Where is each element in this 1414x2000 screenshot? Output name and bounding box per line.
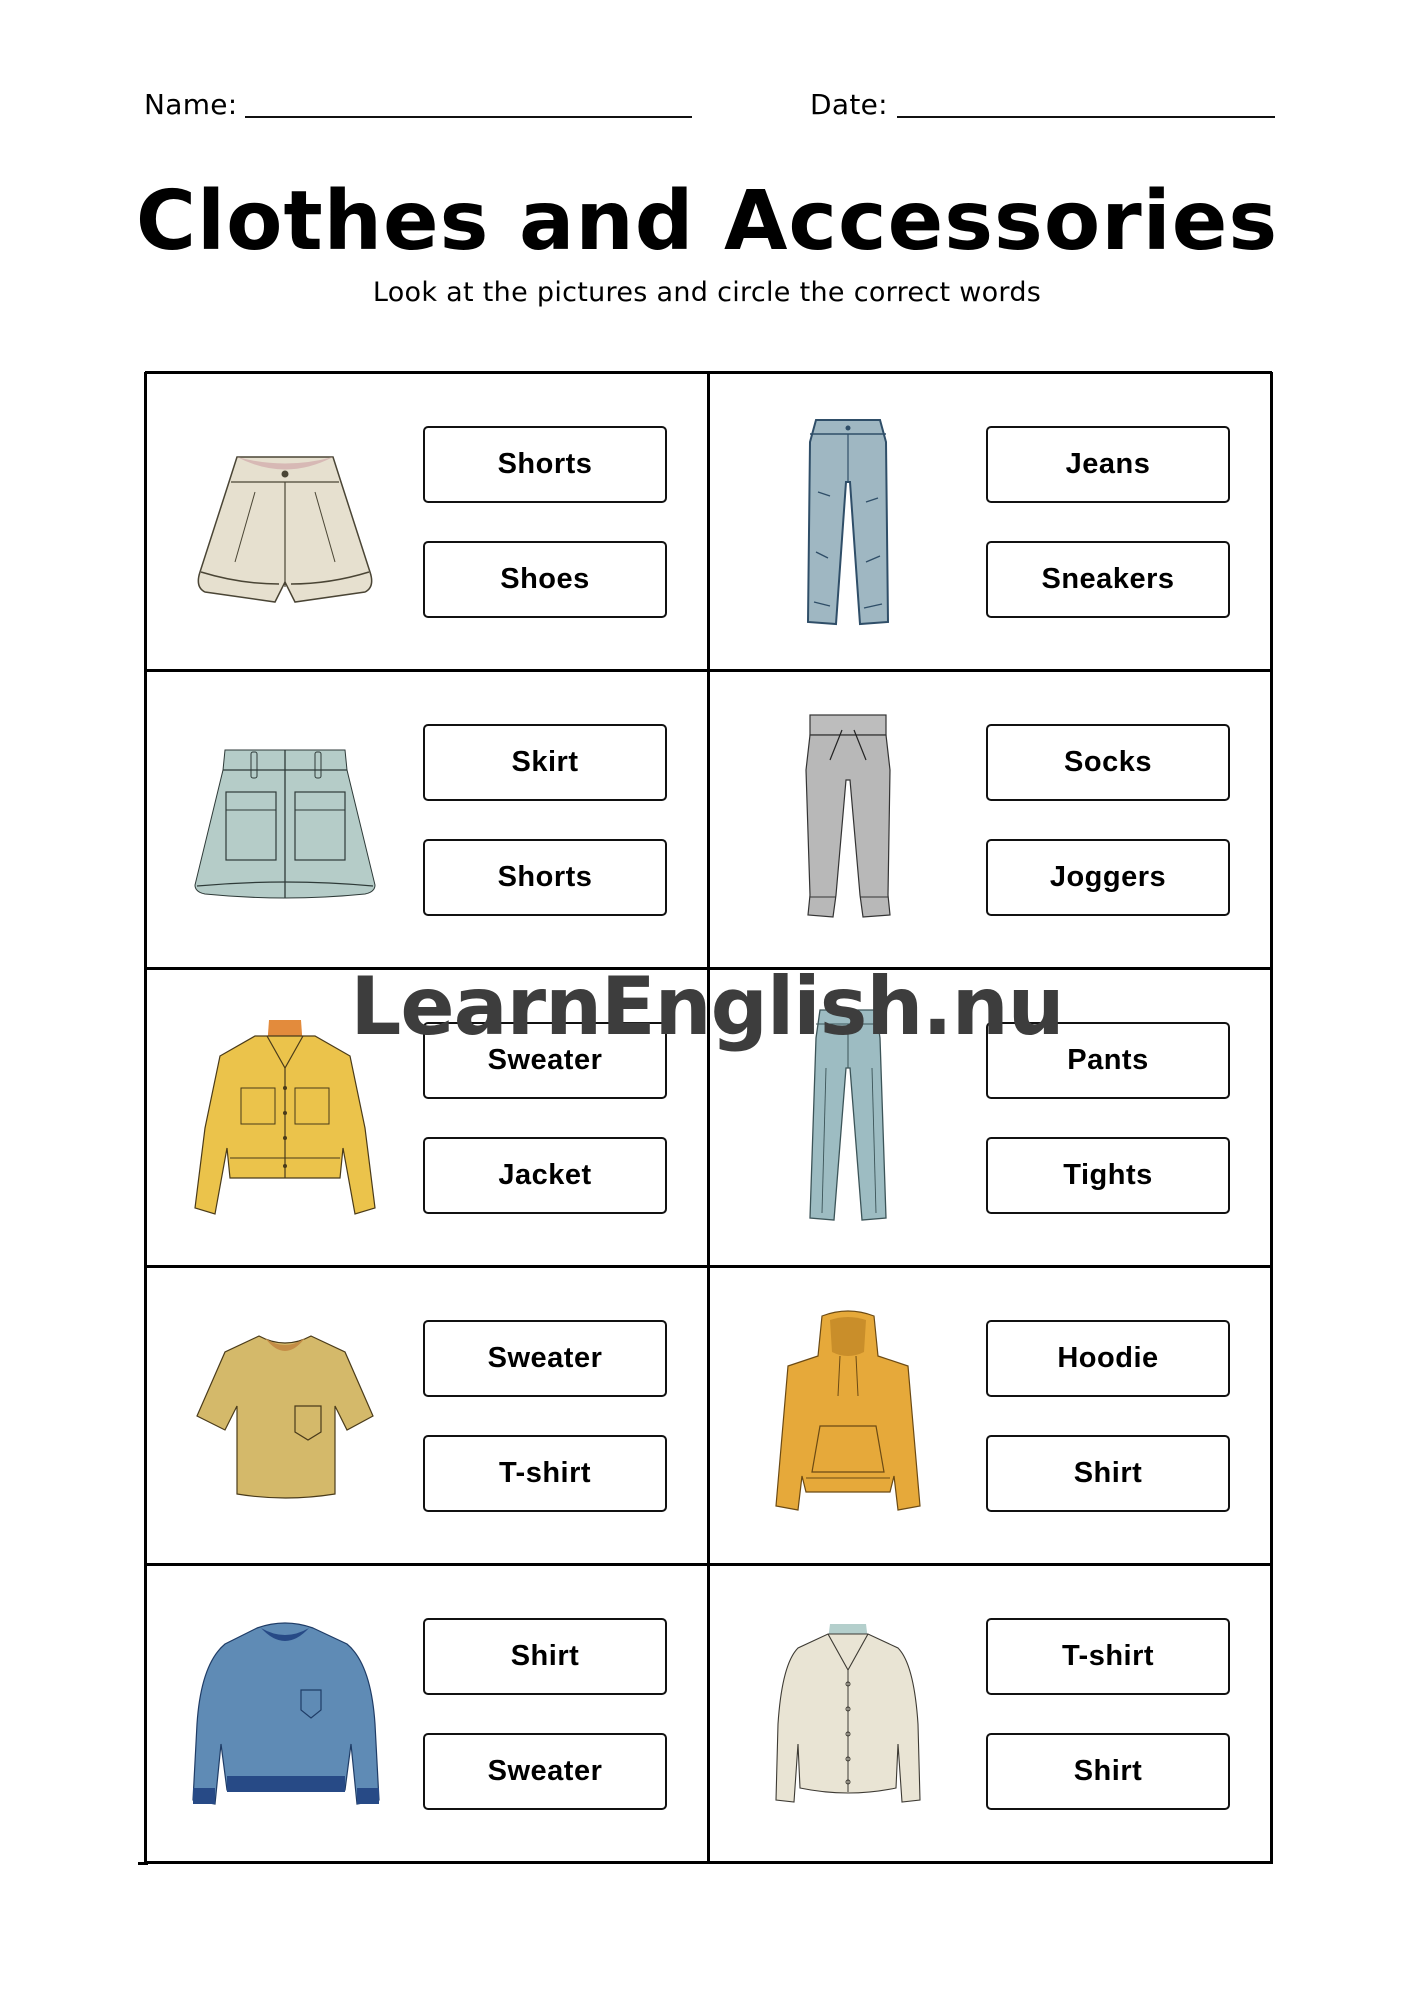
exercise-cell-joggers — [708, 670, 1271, 968]
name-label: Name: — [144, 88, 238, 121]
exercise-cell-shirt — [708, 1564, 1271, 1862]
exercise-cell-shorts — [145, 372, 708, 670]
option-button[interactable]: Skirt — [423, 724, 667, 801]
name-input-line[interactable] — [245, 116, 692, 118]
option-button[interactable]: Socks — [986, 724, 1230, 801]
option-button[interactable]: Sweater — [423, 1022, 667, 1099]
exercise-grid — [145, 372, 1272, 1864]
jeans-icon — [738, 412, 958, 632]
shorts-icon — [175, 412, 395, 632]
option-button[interactable]: Shirt — [423, 1618, 667, 1695]
option-button[interactable]: Sweater — [423, 1733, 667, 1810]
skirt-icon — [175, 710, 395, 930]
option-button[interactable]: Jeans — [986, 426, 1230, 503]
option-button[interactable]: Shorts — [423, 839, 667, 916]
jacket-icon — [175, 1008, 395, 1228]
exercise-cell-sweater — [145, 1564, 708, 1862]
option-button[interactable]: Shirt — [986, 1435, 1230, 1512]
watermark: LearnEnglish.nu — [350, 960, 1064, 1053]
option-button[interactable]: T-shirt — [986, 1618, 1230, 1695]
shirt-icon — [738, 1604, 958, 1824]
option-button[interactable]: Sweater — [423, 1320, 667, 1397]
exercise-cell-t-shirt — [145, 1266, 708, 1564]
hoodie-icon — [738, 1306, 958, 1526]
exercise-cell-skirt — [145, 670, 708, 968]
t-shirt-icon — [175, 1306, 395, 1526]
option-button[interactable]: Shirt — [986, 1733, 1230, 1810]
exercise-cell-jacket — [145, 968, 708, 1266]
page-title: Clothes and Accessories — [135, 174, 1279, 269]
instructions: Look at the pictures and circle the correct words — [372, 277, 1042, 308]
date-input-line[interactable] — [897, 116, 1275, 118]
grid-corner-tick — [138, 1862, 148, 1865]
exercise-cell-hoodie — [708, 1266, 1271, 1564]
option-button[interactable]: T-shirt — [423, 1435, 667, 1512]
option-button[interactable]: Jacket — [423, 1137, 667, 1214]
option-button[interactable]: Pants — [986, 1022, 1230, 1099]
option-button[interactable]: Sneakers — [986, 541, 1230, 618]
sweater-icon — [175, 1604, 395, 1824]
date-label: Date: — [810, 88, 888, 121]
option-button[interactable]: Tights — [986, 1137, 1230, 1214]
exercise-cell-pants — [708, 968, 1271, 1266]
option-button[interactable]: Joggers — [986, 839, 1230, 916]
joggers-icon — [738, 710, 958, 930]
option-button[interactable]: Shoes — [423, 541, 667, 618]
option-button[interactable]: Hoodie — [986, 1320, 1230, 1397]
exercise-cell-jeans — [708, 372, 1271, 670]
pants-icon — [738, 1008, 958, 1228]
option-button[interactable]: Shorts — [423, 426, 667, 503]
